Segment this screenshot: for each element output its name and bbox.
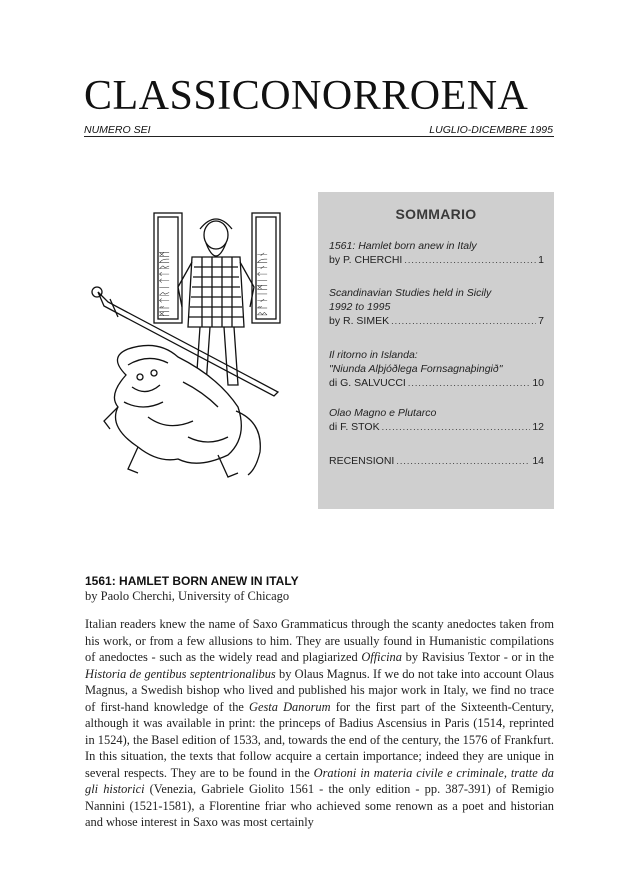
issue-line (84, 124, 553, 136)
toc-author: RECENSIONI (329, 455, 395, 467)
toc-entry[interactable] (329, 454, 544, 468)
body-text: by Ravisius Textor - or in the (401, 650, 554, 664)
toc-page: 7 (538, 315, 544, 327)
woodcut-figure-icon (88, 207, 310, 487)
toc-page: 1 (538, 254, 544, 266)
body-italic: Orationi in materia civile e criminale, tratte da gli historici (85, 765, 555, 796)
woodcut-illustration (88, 207, 310, 487)
right-tablet-runes: ᛒᚨᚾᛁᛗᛁᛏᚾᚢᚾ (256, 251, 269, 317)
masthead-rule (84, 136, 554, 137)
toc-entry[interactable] (329, 406, 544, 434)
toc-entry[interactable] (329, 239, 544, 267)
left-tablet-runes: ᛗᚨᛏᚱᛁᛏᛏᚱᚢᛗ (158, 251, 171, 317)
toc-author: by R. SIMEK (329, 315, 390, 327)
toc-leader (382, 420, 531, 434)
toc-author: di G. SALVUCCI (329, 377, 406, 389)
toc-title: Il ritorno in Islanda: (329, 349, 418, 361)
body-text: for the first part of the Sixteenth-Century, although it was available in print: the princeps of Badius Ascensius in Paris (1514, reprinted in 1524), the Basel edition of 1533, and, towards the end of the century, the 1576 of Frankfurt. In this situation, the texts that follow acquire a certain importance; indeed they are unique in several respects. They are to be found in the (85, 699, 554, 780)
toc-title-line2: 1992 to 1995 (329, 301, 391, 313)
body-text: (Venezia, Gabriele Giolito 1561 - the only edition - pp. 387-391) of Remigio Nannini (1521-1581), a Florentine friar who achieved some renown as a poet and historian and whose interest in Saxo was most certainly (85, 782, 554, 829)
issue-date: LUGLIO-DICEMBRE 1995 (429, 124, 553, 136)
article-body (85, 616, 554, 831)
toc-page: 14 (532, 455, 544, 467)
article-title: 1561: HAMLET BORN ANEW IN ITALY (85, 574, 299, 588)
toc-heading: SOMMARIO (395, 206, 477, 222)
toc-leader (396, 454, 530, 468)
toc-leader (404, 253, 536, 267)
toc-author: di F. STOK (329, 421, 380, 433)
toc-entry[interactable] (329, 348, 544, 390)
toc-leader (408, 376, 530, 390)
article-byline: by Paolo Cherchi, University of Chicago (85, 589, 290, 603)
toc-leader (391, 314, 536, 328)
body-italic: Gesta Danorum (249, 699, 331, 714)
body-text: by Olaus Magnus. If we do not take into account Olaus Magnus, a Swedish bishop who lived and published his major work in Italy, we find no trace of first-hand knowledge of the (85, 666, 554, 714)
toc-author: by P. CHERCHI (329, 254, 403, 266)
body-italic: Historia de gentibus septentrionalibus (85, 666, 276, 681)
toc-title: Scandinavian Studies held in Sicily (329, 287, 492, 299)
body-italic: Officina (361, 650, 402, 664)
toc-page: 10 (532, 377, 544, 389)
issue-number: NUMERO SEI (84, 124, 151, 136)
body-text: Italian readers knew the name of Saxo Grammaticus through the scanty anedoctes taken from his work, or from a few allusions to him. They are usually found in Humanistic compilations of anedoctes - such as the widely read and plagiarized (85, 617, 554, 664)
toc-title: Olao Magno e Plutarco (329, 407, 437, 419)
toc-title: 1561: Hamlet born anew in Italy (329, 240, 477, 252)
journal-title: CLASSICONORROENA (84, 73, 529, 119)
toc-page: 12 (532, 421, 544, 433)
table-of-contents (318, 192, 554, 509)
toc-title-line2: "Niunda Alþjóðlega Fornsagnaþingið" (329, 363, 503, 375)
toc-entry[interactable] (329, 286, 544, 328)
